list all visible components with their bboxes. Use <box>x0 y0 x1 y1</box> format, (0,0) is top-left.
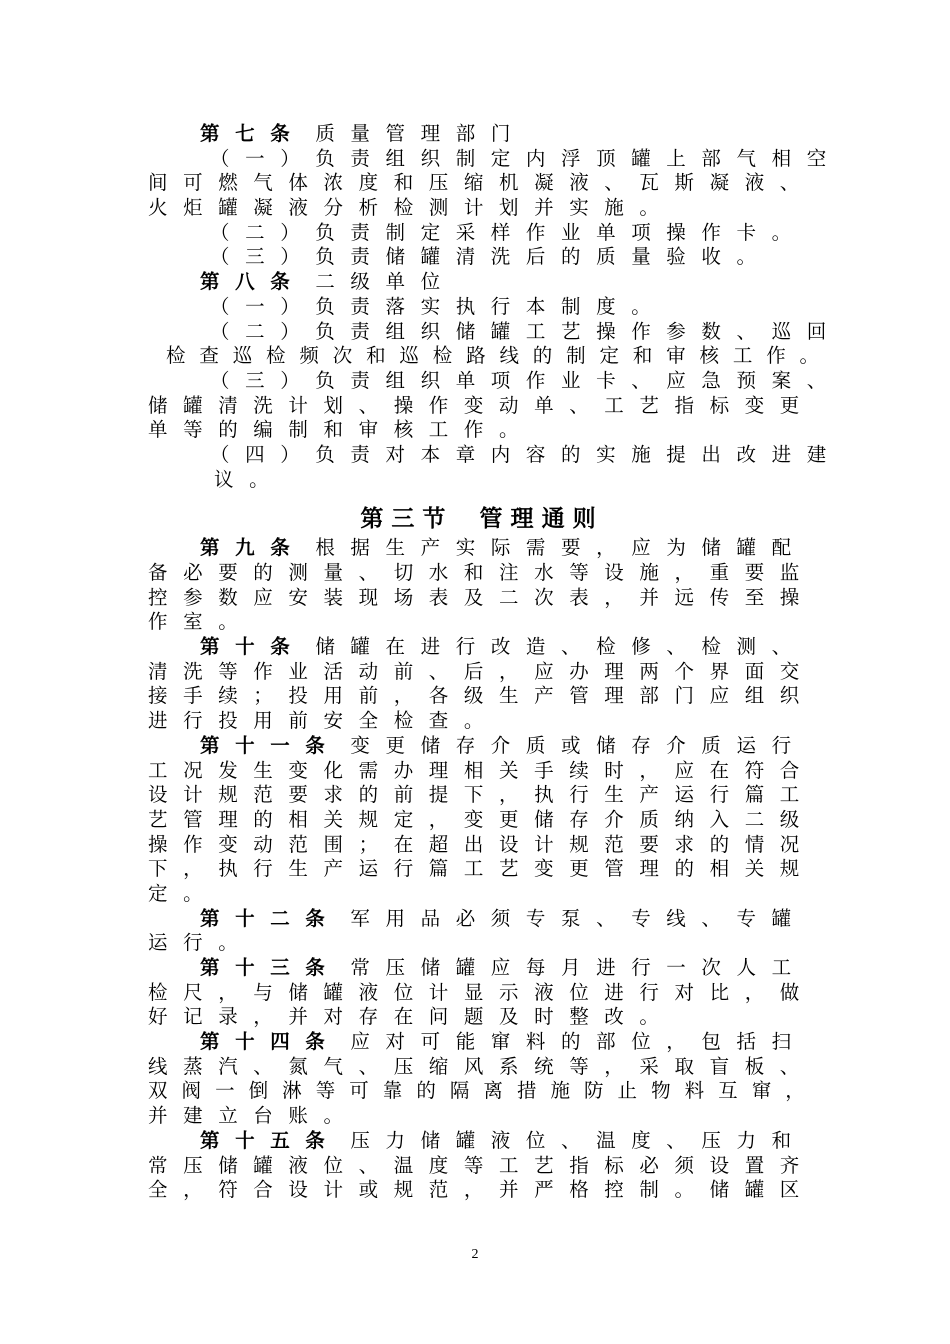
article-12-line-2: 运行。 <box>148 931 254 955</box>
article-14-line-3: 双阀一倒淋等可靠的隔离措施防止物料互窜， <box>148 1079 819 1103</box>
article-14-text-1: 应对可能窜料的部位，包括扫 <box>350 1030 807 1054</box>
article-11-line-5: 操作变动范围；在超出设计规范要求的情况 <box>148 832 815 856</box>
article-7-name: 质量管理部门 <box>315 122 526 145</box>
article-14-line-2: 线蒸汽、氮气、压缩风系统等，采取盲板、 <box>148 1054 815 1078</box>
article-9-line-2: 备必要的测量、切水和注水等设施，重要监 <box>148 561 815 584</box>
article-8-item-2-line-2: 检查巡检频次和巡检路线的制定和审核工作。 <box>166 344 833 368</box>
article-12-title: 第十二条 <box>200 906 341 930</box>
article-14-title: 第十四条 <box>200 1030 341 1054</box>
article-8-item-1: （一）负责落实执行本制度。 <box>210 294 667 318</box>
article-10-line-3: 接手续；投用前，各级生产管理部门应组织 <box>148 684 815 708</box>
article-8-item-3-line-3: 单等的编制和审核工作。 <box>148 418 535 442</box>
article-8-name: 二级单位 <box>315 270 456 294</box>
article-8-item-4-line-2: 议。 <box>214 467 285 491</box>
article-8-item-4-line-1: （四）负责对本章内容的实施提出改进建 <box>210 442 842 466</box>
article-10-line-1 <box>148 635 807 660</box>
article-8-item-3-line-1: （三）负责组织单项作业卡、应急预案、 <box>210 368 842 392</box>
article-9-line-3: 控参数应安装现场表及二次表，并远传至操 <box>148 585 815 609</box>
article-12-line-1 <box>148 906 807 932</box>
article-15-line-1 <box>148 1128 807 1154</box>
article-10-text-1: 储罐在进行改造、检修、检测、 <box>315 635 807 659</box>
article-14-line-1 <box>148 1030 807 1055</box>
article-7-item-1-line-2: 间可燃气体浓度和压缩机凝液、瓦斯凝液、 <box>148 171 815 195</box>
section-number: 第三节 <box>360 505 454 533</box>
article-11-title: 第十一条 <box>200 733 341 757</box>
article-9-line-1 <box>148 536 807 561</box>
article-15-text-1: 压力储罐液位、温度、压力和 <box>350 1128 807 1152</box>
article-11-line-1 <box>148 733 807 759</box>
article-13-line-3: 好记录，并对存在问题及时整改。 <box>148 1005 675 1029</box>
article-8-item-3-line-2: 储罐清洗计划、操作变动单、工艺指标变更 <box>148 393 815 417</box>
article-10-line-2: 清洗等作业活动前、后，应办理两个界面交 <box>148 659 815 683</box>
article-15-line-3: 全，符合设计或规范，并严格控制。储罐区 <box>148 1178 815 1202</box>
article-7-item-3: （三）负责储罐清洗后的质量验收。 <box>210 245 772 269</box>
article-9-title: 第九条 <box>200 536 306 560</box>
article-10-title: 第十条 <box>200 635 306 659</box>
article-9-text-1: 根据生产实际需要，应为储罐配 <box>315 536 807 560</box>
article-9-line-4: 作室。 <box>148 610 254 634</box>
article-11-line-3: 设计规范要求的前提下，执行生产运行篇工 <box>148 783 815 807</box>
article-13-title: 第十三条 <box>200 956 341 979</box>
article-15-title: 第十五条 <box>200 1128 341 1152</box>
article-11-line-6: 下，执行生产运行篇工艺变更管理的相关规 <box>148 857 815 881</box>
page-number: 2 <box>471 1247 479 1262</box>
article-15-line-2: 常压储罐液位、温度等工艺指标必须设置齐 <box>148 1153 815 1177</box>
section-heading <box>166 496 798 534</box>
article-14-line-4: 并建立台账。 <box>148 1104 359 1128</box>
document-page <box>148 122 842 1203</box>
article-7-item-1-line-3: 火炬罐凝液分析检测计划并实施。 <box>148 196 675 220</box>
article-7-header <box>148 122 798 147</box>
article-8-header <box>148 270 798 295</box>
article-8-title: 第八条 <box>200 270 306 294</box>
article-11-line-7: 定。 <box>148 881 219 905</box>
article-7-title: 第七条 <box>200 122 306 145</box>
article-7-item-2: （二）负责制定采样作业单项操作卡。 <box>210 220 807 244</box>
article-7-item-1-line-1: （一）负责组织制定内浮顶罐上部气相空 <box>210 146 842 170</box>
article-12-text-1: 军用品必须专泵、专线、专罐 <box>350 906 807 930</box>
article-11-line-4: 艺管理的相关规定，变更储存介质纳入二级 <box>148 807 815 831</box>
article-11-text-1: 变更储存介质或储存介质运行 <box>350 733 807 757</box>
article-13-line-2: 检尺，与储罐液位计显示液位进行对比，做 <box>148 980 815 1004</box>
section-title: 管理通则 <box>479 505 604 533</box>
article-11-line-2: 工况发生变化需办理相关手续时，应在符合 <box>148 758 815 782</box>
article-13-line-1 <box>148 956 807 981</box>
article-8-item-2-line-1: （二）负责组织储罐工艺操作参数、巡回 <box>210 319 842 343</box>
article-10-line-4: 进行投用前安全检查。 <box>148 709 500 733</box>
article-13-text-1: 常压储罐应每月进行一次人工 <box>350 956 807 979</box>
